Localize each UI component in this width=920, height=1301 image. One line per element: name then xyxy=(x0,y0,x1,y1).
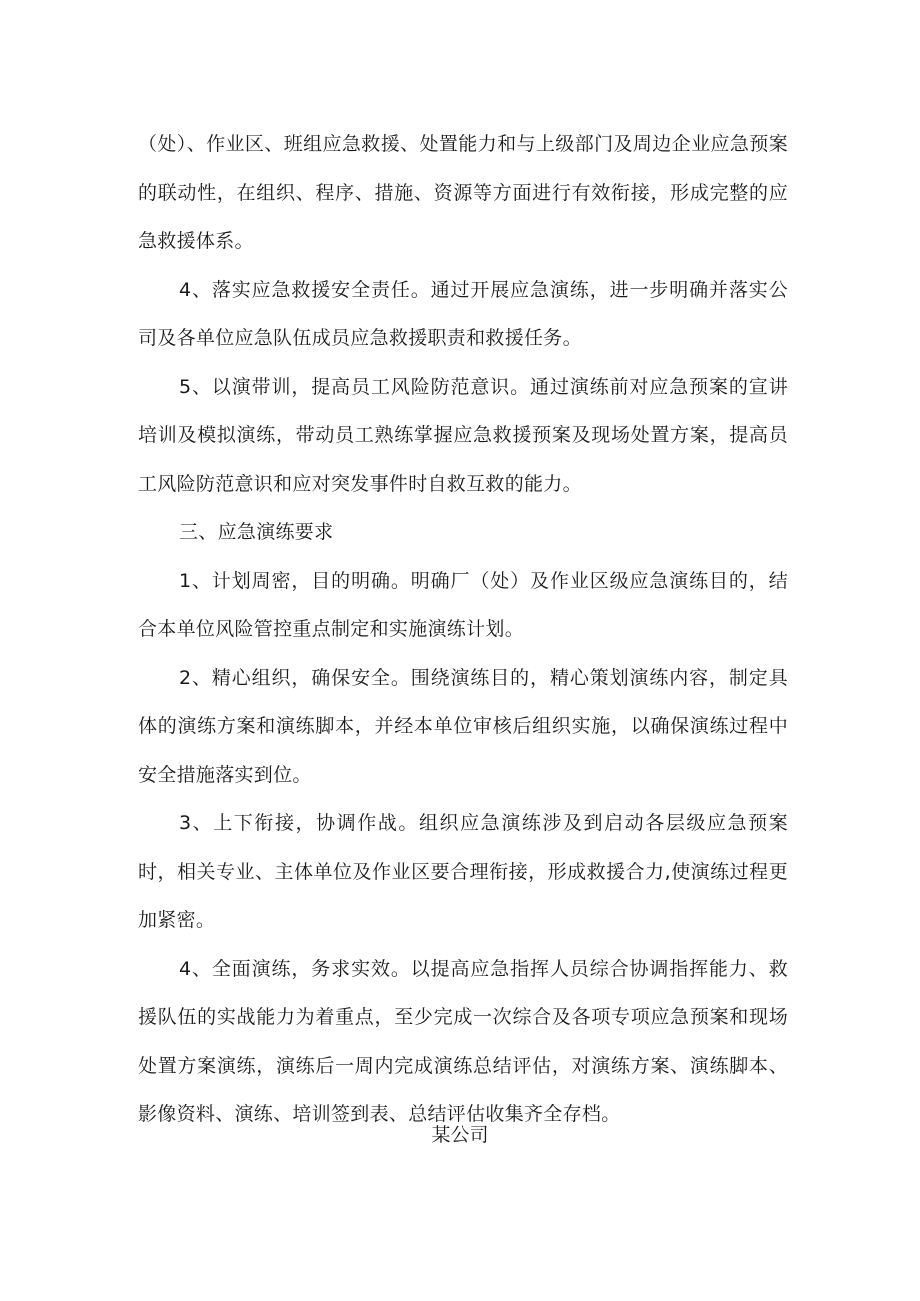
paragraph-requirement-3: 3、上下衔接，协调作战。组织应急演练涉及到启动各层级应急预案时，相关专业、主体单位及作业区要合理衔接，形成救援合力,使演练过程更加紧密。 xyxy=(138,812,788,931)
signature-company: 某公司 xyxy=(431,1124,489,1146)
paragraph-continuation: （处）、作业区、班组应急救援、处置能力和与上级部门及周边企业应急预案的联动性，在组织、程序、措施、资源等方面进行有效衔接，形成完整的应急救援体系。 xyxy=(138,133,788,252)
paragraph-requirement-2: 2、精心组织，确保安全。围绕演练目的，精心策划演练内容，制定具体的演练方案和演练脚本，并经本单位审核后组织实施，以确保演练过程中安全措施落实到位。 xyxy=(138,666,788,786)
paragraph-item-4-responsibility: 4、落实应急救援安全责任。通过开展应急演练，进一步明确并落实公司及各单位应急队伍成员应急救援职责和救援任务。 xyxy=(138,278,788,349)
paragraph-requirement-4: 4、全面演练，务求实效。以提高应急指挥人员综合协调指挥能力、救援队伍的实战能力为着重点，至少完成一次综合及各项专项应急预案和现场处置方案演练，演练后一周内完成演练总结评估，对演练方案、演练脚本、影像资料、演练、培训签到表、总结评估收集齐全存档。 xyxy=(138,957,788,1125)
paragraph-item-5-training: 5、以演带训，提高员工风险防范意识。通过演练前对应急预案的宣讲培训及模拟演练，带动员工熟练掌握应急救援预案及现场处置方案，提高员工风险防范意识和应对突发事件时自救互救的能力。 xyxy=(138,375,788,495)
paragraph-requirement-1: 1、计划周密，目的明确。明确厂（处）及作业区级应急演练目的，结合本单位风险管控重点制定和实施演练计划。 xyxy=(138,569,788,640)
document-body xyxy=(138,120,788,1139)
section-heading-requirements: 三、应急演练要求 xyxy=(179,521,334,543)
